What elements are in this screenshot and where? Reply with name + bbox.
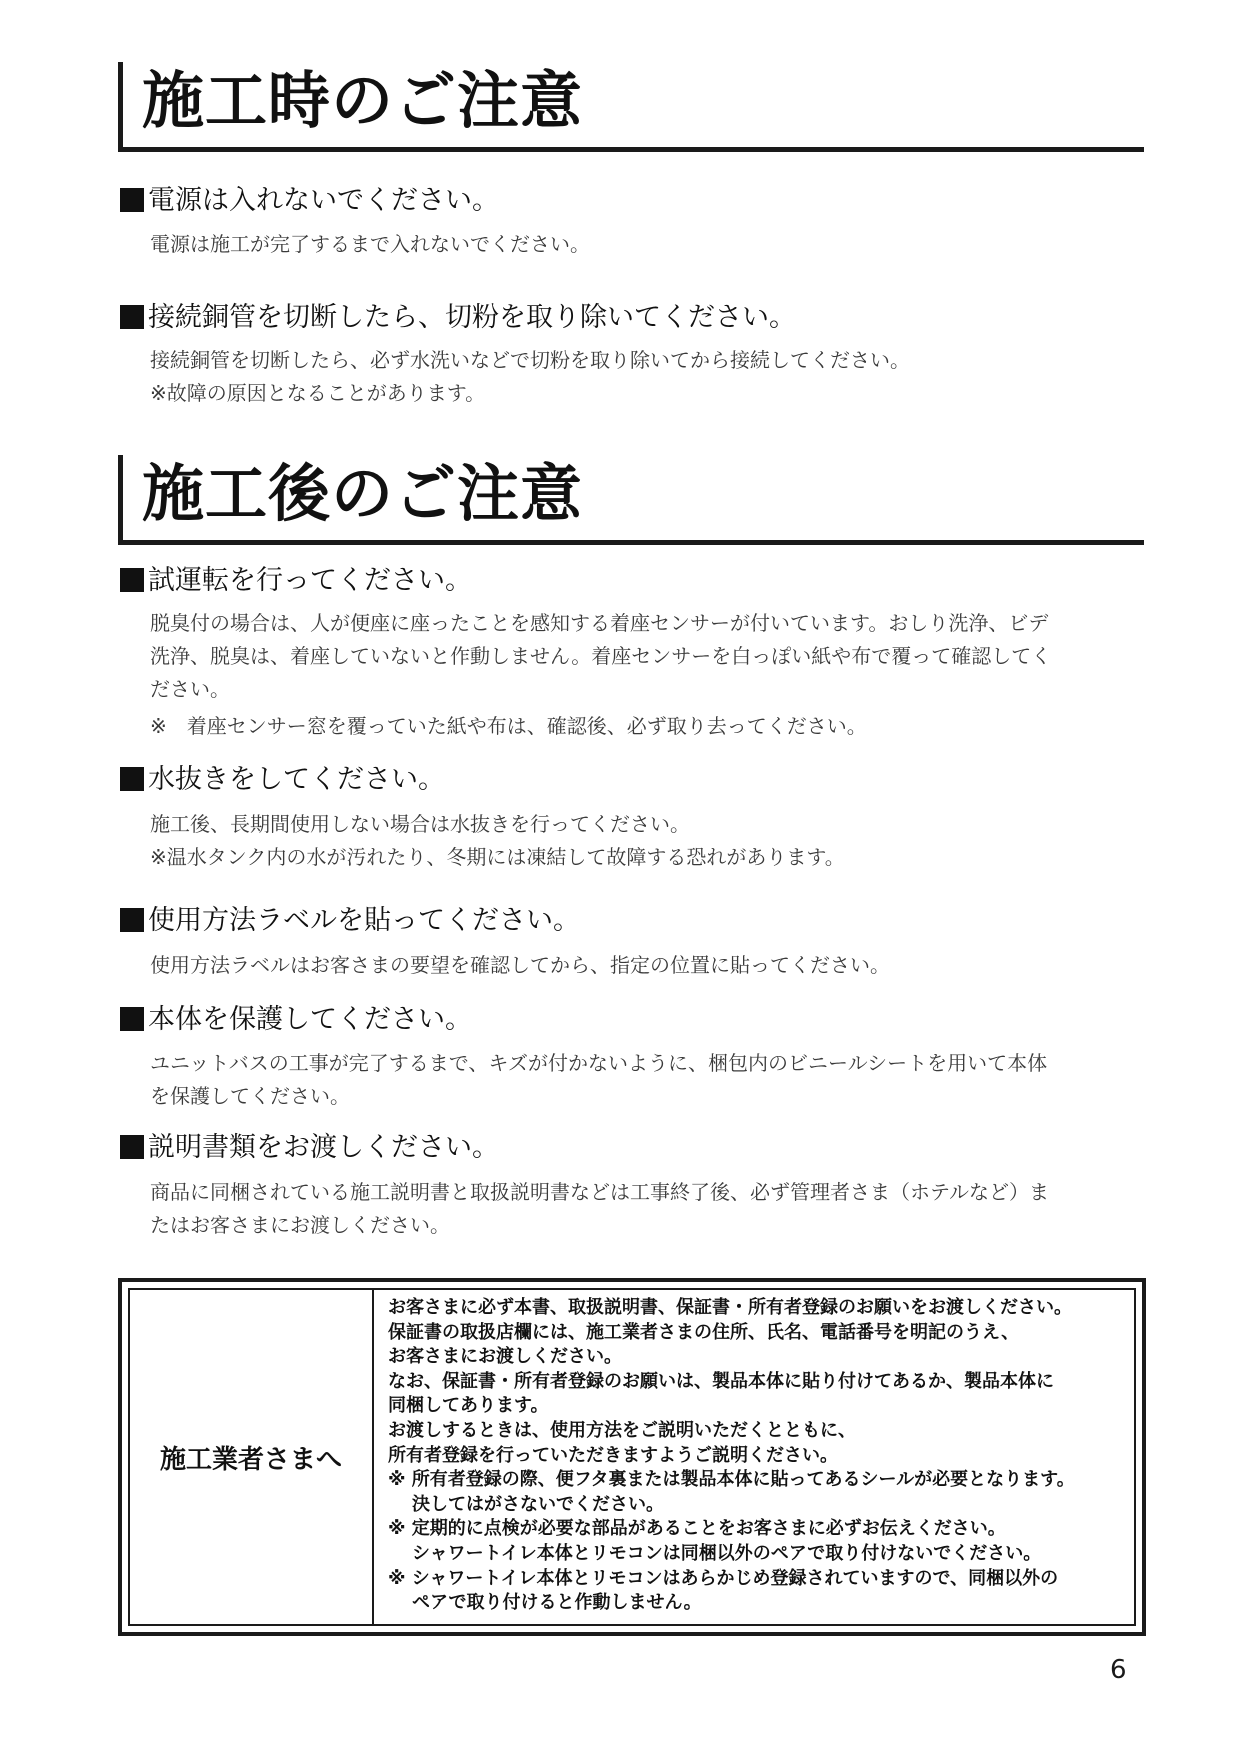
- notice-line: ※ 定期的に点検が必要な部品があることをお客さまに必ずお伝えください。: [388, 1518, 1006, 1540]
- installer-notice-box: [118, 1278, 1146, 1636]
- installer-notice-label-cell: [130, 1290, 374, 1624]
- notice-line: シャワートイレ本体とリモコンは同梱以外のペアで取り付けないでください。: [412, 1542, 1042, 1564]
- item-heading-copper-pipe: [120, 301, 796, 335]
- page-number: 6: [1110, 1655, 1127, 1685]
- item-body-test-run: [150, 607, 1140, 743]
- bullet-square-icon: [120, 188, 144, 212]
- bullet-square-icon: [120, 1007, 144, 1031]
- body-line: ※故障の原因となることがあります。: [150, 381, 486, 405]
- item-body-copper-pipe: [150, 344, 1140, 410]
- item-body-usage-label: [150, 949, 1140, 982]
- item-heading-text: 使用方法ラベルを貼ってください。: [148, 905, 580, 936]
- notice-line: 同梱してあります。: [388, 1395, 549, 1417]
- item-heading-text: 本体を保護してください。: [148, 1004, 472, 1035]
- bullet-square-icon: [120, 767, 144, 791]
- body-line: 電源は施工が完了するまで入れないでください。: [150, 232, 590, 256]
- body-line: 洗浄、脱臭は、着座していないと作動しません。着座センサーを白っぽい紙や布で覆って確認してく: [150, 644, 1052, 668]
- notice-line: ※ 所有者登録の際、便フタ裏または製品本体に貼ってあるシールが必要となります。: [388, 1469, 1075, 1491]
- body-line: 商品に同梱されている施工説明書と取扱説明書などは工事終了後、必ず管理者さま（ホテルなど）ま: [150, 1180, 1049, 1204]
- notice-line: なお、保証書・所有者登録のお願いは、製品本体に貼り付けてあるか、製品本体に: [388, 1370, 1054, 1392]
- title-horizontal-rule: [118, 540, 1144, 545]
- installer-notice-inner: [128, 1288, 1136, 1626]
- item-heading-hand-over-manuals: [120, 1131, 499, 1165]
- installer-notice-content: [388, 1296, 1126, 1616]
- installer-notice-label: 施工業者さまへ: [159, 1444, 342, 1475]
- title-vertical-rule: [118, 62, 123, 152]
- item-body-protect-body: [150, 1047, 1140, 1113]
- notice-line: 決してはがさないでください。: [412, 1493, 664, 1515]
- body-line: 接続銅管を切断したら、必ず水洗いなどで切粉を取り除いてから接続してください。: [150, 348, 910, 372]
- body-line: を保護してください。: [150, 1084, 350, 1108]
- section-title-text: 施工後のご注意: [142, 457, 584, 530]
- body-line: 使用方法ラベルはお客さまの要望を確認してから、指定の位置に貼ってください。: [150, 953, 890, 977]
- body-line: 施工後、長期間使用しない場合は水抜きを行ってください。: [150, 812, 690, 836]
- item-heading-text: 水抜きをしてください。: [148, 764, 445, 795]
- body-line: ※温水タンク内の水が汚れたり、冬期には凍結して故障する恐れがあります。: [150, 845, 845, 869]
- notice-line: お客さまにお渡しください。: [388, 1346, 622, 1368]
- body-line: 脱臭付の場合は、人が便座に座ったことを感知する着座センサーが付いています。おしり洗浄、ビデ: [150, 611, 1049, 635]
- item-heading-test-run: [120, 564, 472, 598]
- title-horizontal-rule: [118, 147, 1144, 152]
- bullet-square-icon: [120, 305, 144, 329]
- item-heading-text: 試運転を行ってください。: [148, 565, 472, 596]
- title-vertical-rule: [118, 455, 123, 545]
- item-heading-drain-water: [120, 763, 445, 797]
- body-line: ユニットバスの工事が完了するまで、キズが付かないように、梱包内のビニールシートを用いて本体: [150, 1051, 1048, 1075]
- item-body-hand-over-manuals: [150, 1176, 1140, 1242]
- notice-line: ※ シャワートイレ本体とリモコンはあらかじめ登録されていますので、同梱以外の: [388, 1567, 1059, 1589]
- bullet-square-icon: [120, 1135, 144, 1159]
- bullet-square-icon: [120, 908, 144, 932]
- section-title-during-install: [118, 62, 1144, 152]
- page-title: 施工時のご注意: [142, 64, 584, 137]
- item-heading-text: 説明書類をお渡しください。: [148, 1132, 499, 1163]
- item-heading-protect-body: [120, 1003, 472, 1037]
- notice-line: お渡しするときは、使用方法をご説明いただくとともに、: [388, 1419, 856, 1441]
- notice-line: 所有者登録を行っていただきますようご説明ください。: [388, 1444, 838, 1466]
- body-line: ※ 着座センサー窓を覆っていた紙や布は、確認後、必ず取り去ってください。: [150, 714, 867, 738]
- item-heading-usage-label: [120, 904, 580, 938]
- notice-line: お客さまに必ず本書、取扱説明書、保証書・所有者登録のお願いをお渡しください。: [388, 1297, 1072, 1318]
- item-body-power: [150, 228, 1140, 261]
- notice-line: 保証書の取扱店欄には、施工業者さまの住所、氏名、電話番号を明記のうえ、: [388, 1321, 1020, 1343]
- item-heading-power: [120, 184, 499, 218]
- item-heading-text: 電源は入れないでください。: [148, 185, 499, 216]
- section-title-after-install: [118, 455, 1144, 545]
- body-line: ださい。: [150, 677, 230, 701]
- body-line: たはお客さまにお渡しください。: [150, 1213, 450, 1237]
- bullet-square-icon: [120, 568, 144, 592]
- item-body-drain-water: [150, 808, 1140, 874]
- notice-line: ペアで取り付けると作動しません。: [412, 1592, 702, 1614]
- item-heading-text: 接続銅管を切断したら、切粉を取り除いてください。: [148, 302, 796, 333]
